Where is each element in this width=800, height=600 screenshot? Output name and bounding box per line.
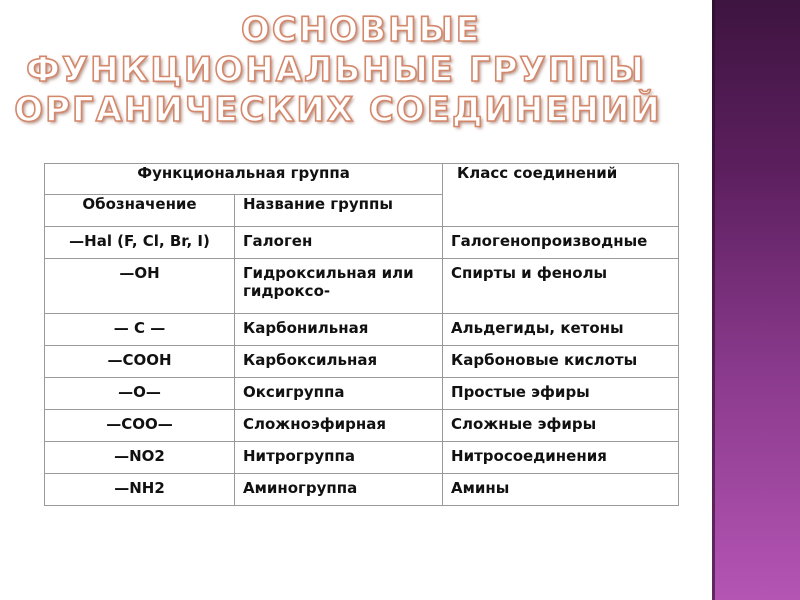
cell-symbol: —O— (45, 378, 235, 410)
title-line-1: ОСНОВНЫЕ (240, 10, 482, 50)
cell-symbol: — C — (45, 314, 235, 346)
title-line-3: ОРГАНИЧЕСКИХ СОЕДИНЕНИЙ (14, 90, 662, 130)
cell-group-name: Нитрогруппа (235, 442, 443, 474)
cell-compound-class: Альдегиды, кетоны (443, 314, 679, 346)
table-row (45, 259, 679, 314)
cell-compound-class: Амины (443, 474, 679, 506)
cell-compound-class: Карбоновые кислоты (443, 346, 679, 378)
header-group-name: Название группы (235, 195, 443, 227)
cell-symbol: —COOH (45, 346, 235, 378)
title-line-2: ФУНКЦИОНАЛЬНЫЕ ГРУППЫ (26, 50, 646, 90)
header-compound-class: Класс соединений (443, 164, 679, 227)
table-row (45, 378, 679, 410)
cell-compound-class: Галогенопроизводные (443, 227, 679, 259)
cell-compound-class: Сложные эфиры (443, 410, 679, 442)
decorative-side-bar (712, 0, 800, 600)
cell-symbol: —NO2 (45, 442, 235, 474)
cell-symbol: —NH2 (45, 474, 235, 506)
slide-title (0, 10, 712, 130)
cell-group-name: Галоген (235, 227, 443, 259)
cell-group-name: Карбоксильная (235, 346, 443, 378)
cell-symbol: —COO— (45, 410, 235, 442)
table-row (45, 474, 679, 506)
table-row (45, 442, 679, 474)
cell-group-name: Оксигруппа (235, 378, 443, 410)
cell-group-name: Сложноэфирная (235, 410, 443, 442)
cell-compound-class: Простые эфиры (443, 378, 679, 410)
header-symbol: Обозначение (45, 195, 235, 227)
table-row (45, 227, 679, 259)
table-row (45, 346, 679, 378)
cell-group-name: Карбонильная (235, 314, 443, 346)
table-row (45, 410, 679, 442)
header-functional-group: Функциональная группа (45, 164, 443, 195)
cell-compound-class: Нитросоединения (443, 442, 679, 474)
cell-symbol: —OH (45, 259, 235, 314)
cell-compound-class: Спирты и фенолы (443, 259, 679, 314)
table-row (45, 314, 679, 346)
cell-symbol: —Hal (F, Cl, Br, I) (45, 227, 235, 259)
functional-groups-table (44, 163, 679, 506)
cell-group-name: Аминогруппа (235, 474, 443, 506)
cell-group-name: Гидроксильная или гидроксо- (235, 259, 443, 314)
